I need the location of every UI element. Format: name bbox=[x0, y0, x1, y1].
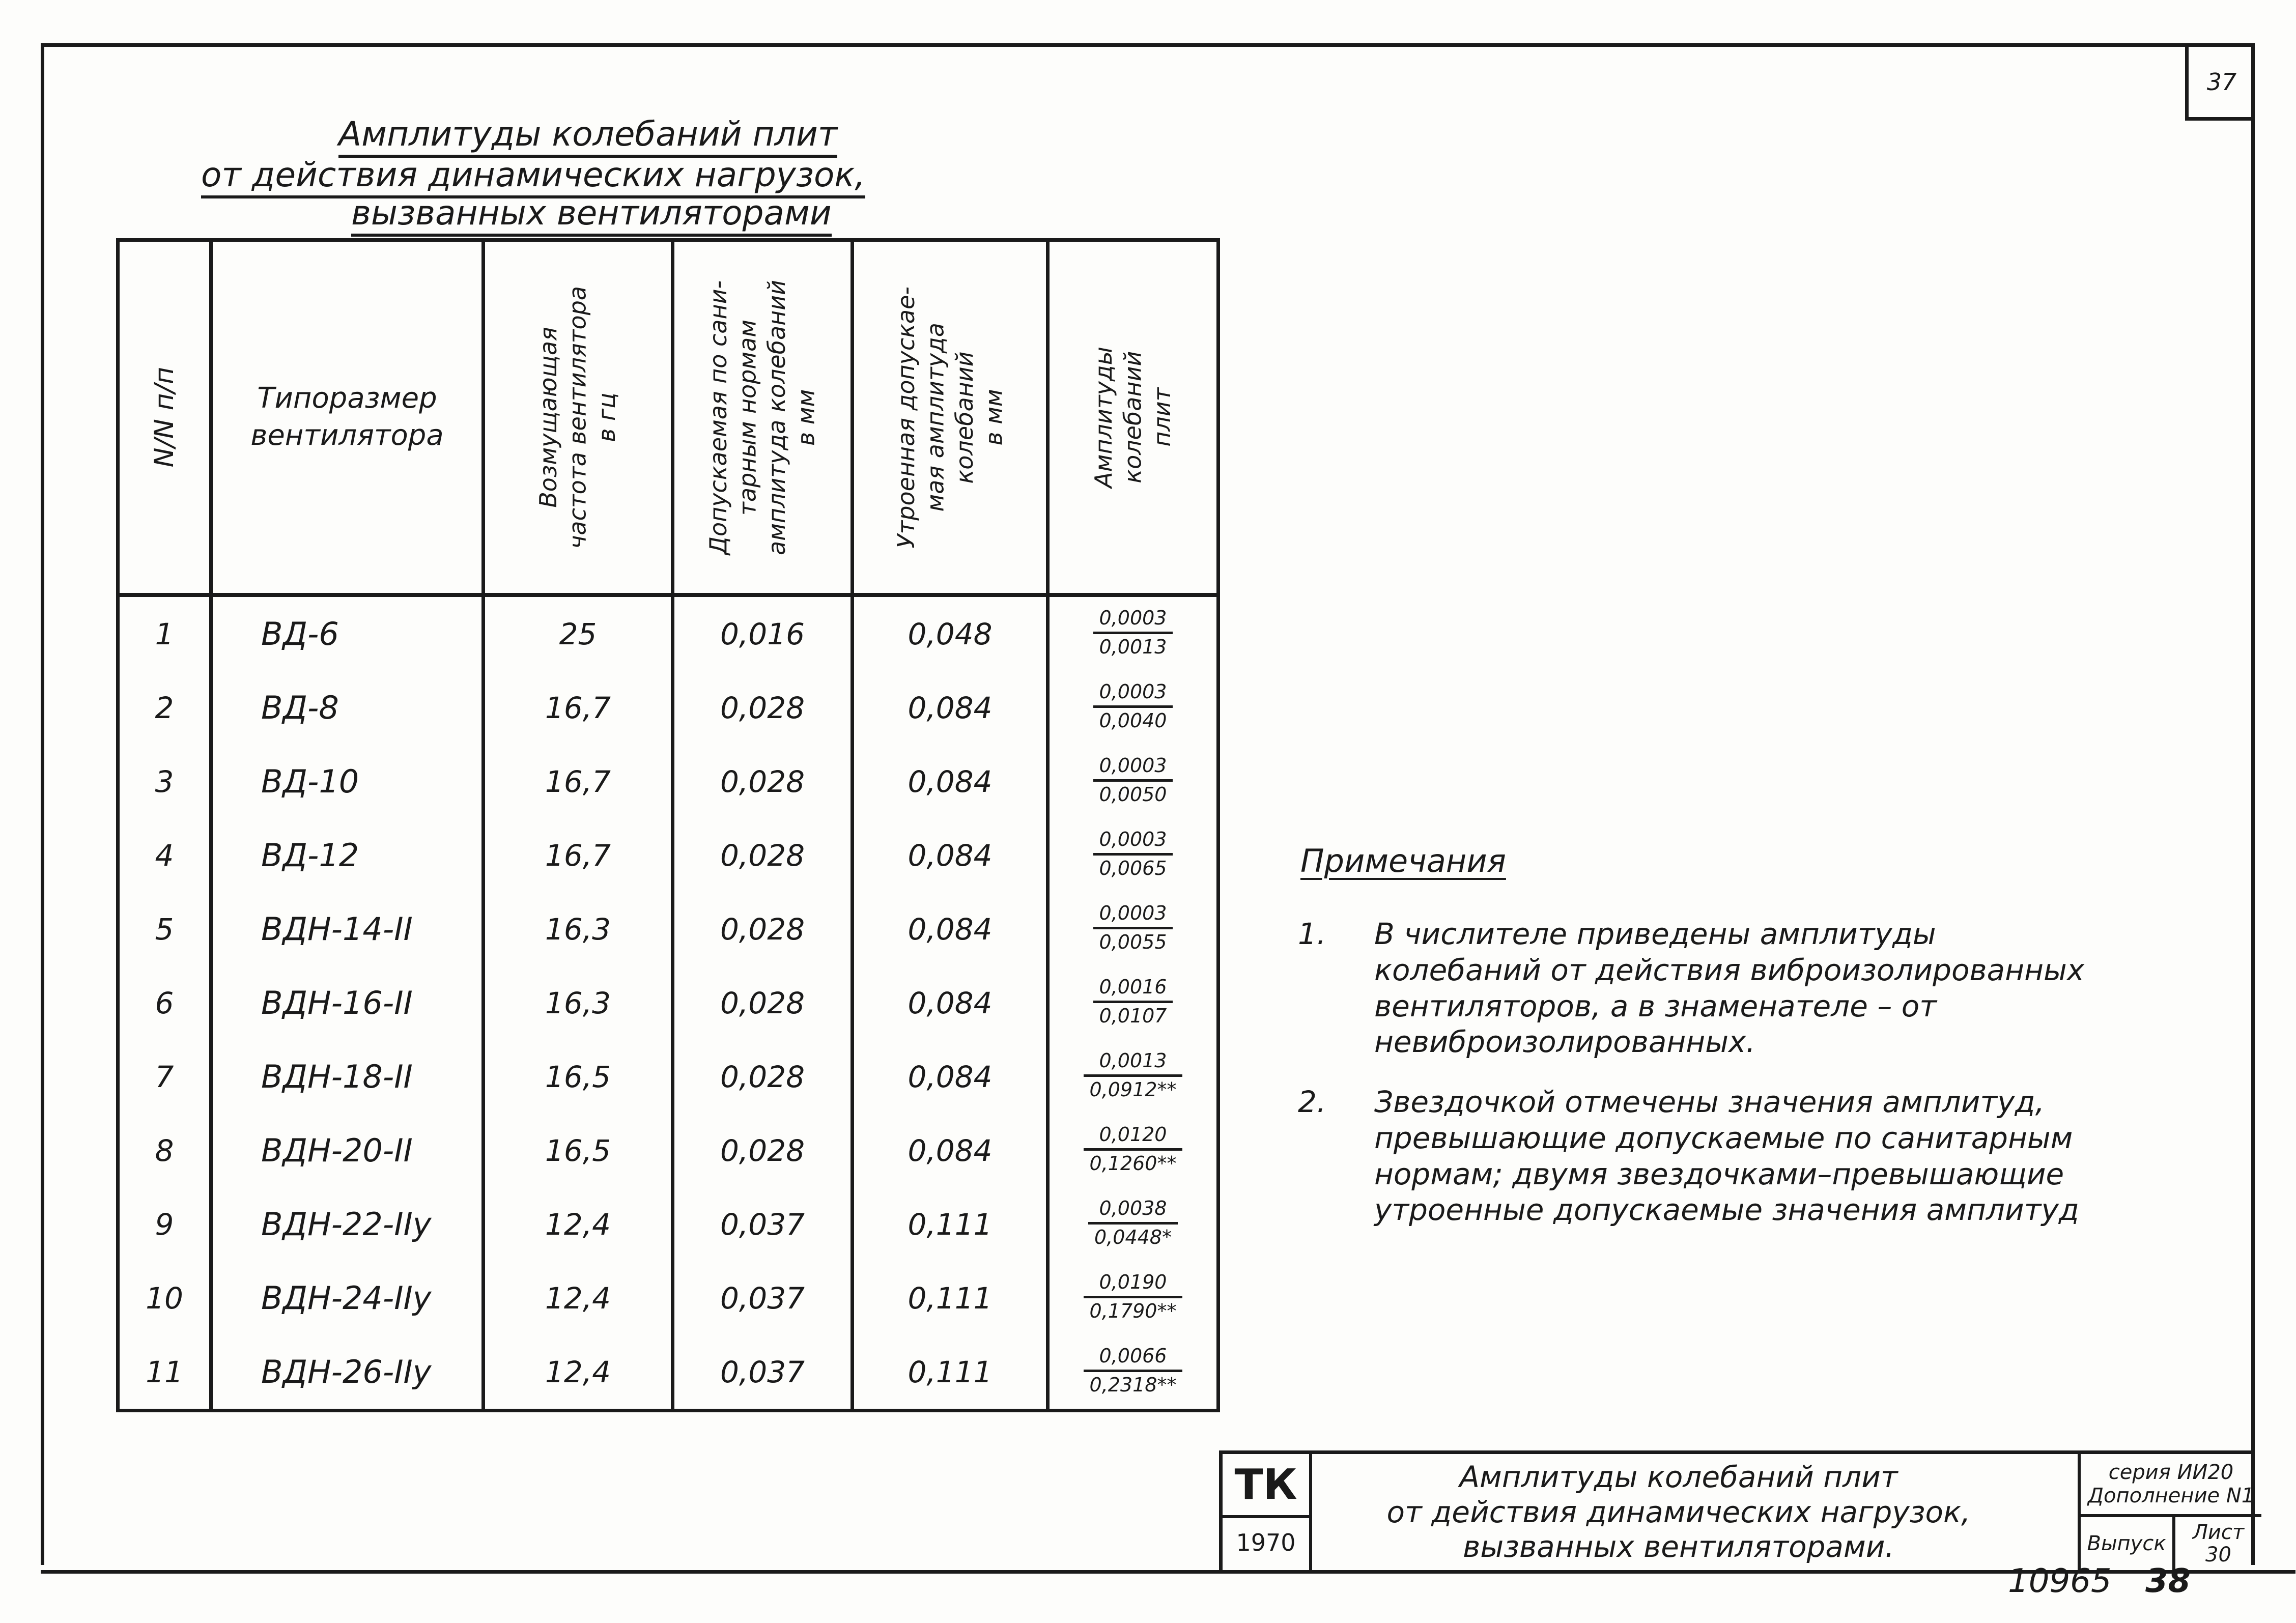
table-row bbox=[118, 1261, 1218, 1335]
row-number: 8 bbox=[118, 1114, 211, 1187]
note-2-number: 2. bbox=[1298, 1085, 1326, 1119]
table-row bbox=[118, 1040, 1218, 1114]
stamp-series: серия ИИ20 Дополнение N1 bbox=[2081, 1454, 2261, 1517]
header-type: Типоразмер вентилятора bbox=[211, 240, 484, 595]
frequency: 16,3 bbox=[484, 966, 673, 1040]
frequency: 16,3 bbox=[484, 892, 673, 966]
note-1 bbox=[1298, 916, 2097, 1060]
header-triple-amplitude: Утроенная допускае- мая амплитуда колебаний в мм bbox=[853, 240, 1048, 595]
amplitude-denominator: 0,0050 bbox=[1099, 783, 1167, 806]
note-2 bbox=[1298, 1084, 2189, 1228]
plate-amplitude bbox=[1048, 1335, 1218, 1411]
title-line-2: от действия динамических нагрузок, bbox=[201, 155, 865, 198]
amplitude-numerator: 0,0016 bbox=[1093, 976, 1173, 1003]
note-1-number: 1. bbox=[1298, 917, 1326, 951]
amplitude-denominator: 0,0448* bbox=[1094, 1226, 1172, 1248]
plate-amplitude bbox=[1048, 892, 1218, 966]
fan-type: ВДН-14-II bbox=[211, 892, 484, 966]
bottom-number-right: 38 bbox=[2145, 1562, 2191, 1600]
allowed-amplitude: 0,028 bbox=[673, 745, 853, 818]
amplitude-denominator: 0,0013 bbox=[1099, 635, 1167, 658]
header-frequency: Возмущающая частота вентилятора в гц bbox=[484, 240, 673, 595]
plate-amplitude bbox=[1048, 1114, 1218, 1187]
title-line-1: Амплитуды колебаний плит bbox=[338, 115, 837, 158]
stamp-issue-label: Выпуск bbox=[2081, 1517, 2175, 1570]
frequency: 16,7 bbox=[484, 745, 673, 818]
triple-amplitude: 0,048 bbox=[853, 595, 1048, 671]
triple-amplitude: 0,111 bbox=[853, 1187, 1048, 1261]
fan-type: ВДН-20-II bbox=[211, 1114, 484, 1187]
row-number: 4 bbox=[118, 818, 211, 892]
frequency: 16,5 bbox=[484, 1040, 673, 1114]
frame-bottom-line bbox=[41, 1570, 2295, 1574]
amplitude-numerator: 0,0003 bbox=[1093, 829, 1173, 856]
amplitude-fraction bbox=[1093, 902, 1173, 953]
row-number: 6 bbox=[118, 966, 211, 1040]
bottom-number-left: 10965 bbox=[2008, 1562, 2112, 1600]
allowed-amplitude: 0,028 bbox=[673, 966, 853, 1040]
amplitude-fraction bbox=[1093, 755, 1173, 806]
amplitude-numerator: 0,0013 bbox=[1084, 1050, 1183, 1077]
tk-mark: ТК bbox=[1223, 1454, 1312, 1518]
plate-amplitude bbox=[1048, 671, 1218, 745]
plate-amplitude bbox=[1048, 1261, 1218, 1335]
table-row bbox=[118, 671, 1218, 745]
fan-type: ВДН-22-IIу bbox=[211, 1187, 484, 1261]
header-allowed-amplitude: Допускаемая по сани- тарным нормам амплитуда колебаний в мм bbox=[673, 240, 853, 595]
notes-title: Примечания bbox=[1300, 842, 1506, 879]
row-number: 5 bbox=[118, 892, 211, 966]
triple-amplitude: 0,084 bbox=[853, 1114, 1048, 1187]
frequency: 12,4 bbox=[484, 1261, 673, 1335]
frequency: 16,7 bbox=[484, 671, 673, 745]
allowed-amplitude: 0,028 bbox=[673, 818, 853, 892]
amplitude-numerator: 0,0120 bbox=[1084, 1124, 1183, 1151]
plate-amplitude bbox=[1048, 818, 1218, 892]
table-row bbox=[118, 595, 1218, 671]
header-num: N/N п/п bbox=[118, 240, 211, 595]
plate-amplitude bbox=[1048, 1040, 1218, 1114]
allowed-amplitude: 0,028 bbox=[673, 1040, 853, 1114]
frequency: 12,4 bbox=[484, 1335, 673, 1411]
fan-type: ВДН-16-II bbox=[211, 966, 484, 1040]
allowed-amplitude: 0,028 bbox=[673, 892, 853, 966]
amplitude-table bbox=[116, 238, 1220, 1412]
amplitude-numerator: 0,0003 bbox=[1093, 755, 1173, 782]
amplitude-fraction bbox=[1093, 976, 1173, 1027]
fan-type: ВДН-24-IIу bbox=[211, 1261, 484, 1335]
amplitude-denominator: 0,0055 bbox=[1099, 930, 1167, 953]
table-body bbox=[118, 595, 1218, 1411]
amplitude-numerator: 0,0066 bbox=[1084, 1345, 1183, 1372]
row-number: 1 bbox=[118, 595, 211, 671]
amplitude-denominator: 0,0912** bbox=[1089, 1078, 1177, 1101]
amplitude-numerator: 0,0003 bbox=[1093, 902, 1173, 929]
triple-amplitude: 0,084 bbox=[853, 1040, 1048, 1114]
frequency: 25 bbox=[484, 595, 673, 671]
title-line-3: вызванных вентиляторами bbox=[351, 193, 832, 237]
stamp-sheet: Лист 30 bbox=[2192, 1521, 2245, 1567]
stamp-title: Амплитуды колебаний плит от действия динамических нагрузок, вызванных вентиляторами. bbox=[1386, 1460, 1971, 1564]
amplitude-fraction bbox=[1088, 1198, 1178, 1248]
frequency: 16,7 bbox=[484, 818, 673, 892]
triple-amplitude: 0,084 bbox=[853, 745, 1048, 818]
row-number: 2 bbox=[118, 671, 211, 745]
fan-type: ВД-6 bbox=[211, 595, 484, 671]
amplitude-fraction bbox=[1084, 1050, 1183, 1101]
sheet-number: 37 bbox=[2206, 68, 2237, 96]
amplitude-numerator: 0,0038 bbox=[1088, 1198, 1178, 1225]
triple-amplitude: 0,084 bbox=[853, 671, 1048, 745]
row-number: 9 bbox=[118, 1187, 211, 1261]
triple-amplitude: 0,111 bbox=[853, 1335, 1048, 1411]
frequency: 12,4 bbox=[484, 1187, 673, 1261]
amplitude-denominator: 0,1790** bbox=[1089, 1299, 1177, 1322]
allowed-amplitude: 0,037 bbox=[673, 1187, 853, 1261]
allowed-amplitude: 0,028 bbox=[673, 1114, 853, 1187]
plate-amplitude bbox=[1048, 1187, 1218, 1261]
fan-type: ВДН-26-IIу bbox=[211, 1335, 484, 1411]
amplitude-fraction bbox=[1093, 607, 1173, 658]
triple-amplitude: 0,084 bbox=[853, 818, 1048, 892]
row-number: 3 bbox=[118, 745, 211, 818]
stamp-year: 1970 bbox=[1223, 1515, 1312, 1570]
allowed-amplitude: 0,016 bbox=[673, 595, 853, 671]
plate-amplitude bbox=[1048, 745, 1218, 818]
table-row bbox=[118, 892, 1218, 966]
note-2-text: Звездочкой отмечены значения амплитуд, превышающие допускаемые по санитарным нормам; двумя звездочками–превышающие утроенные допускаемые значения амплитуд bbox=[1374, 1085, 2079, 1228]
amplitude-denominator: 0,2318** bbox=[1089, 1373, 1177, 1396]
title-block bbox=[1219, 1450, 2255, 1570]
sheet-number-box bbox=[2185, 47, 2255, 121]
fan-type: ВД-12 bbox=[211, 818, 484, 892]
table-row bbox=[118, 818, 1218, 892]
row-number: 11 bbox=[118, 1335, 211, 1411]
triple-amplitude: 0,084 bbox=[853, 966, 1048, 1040]
allowed-amplitude: 0,028 bbox=[673, 671, 853, 745]
stamp-right-block bbox=[2078, 1454, 2261, 1570]
fan-type: ВДН-18-II bbox=[211, 1040, 484, 1114]
note-1-text: В числителе приведены амплитуды колебаний от действия виброизолированных вентиляторов, а в знаменателе – от невиброизолированных. bbox=[1374, 917, 2085, 1060]
allowed-amplitude: 0,037 bbox=[673, 1261, 853, 1335]
fan-type: ВД-8 bbox=[211, 671, 484, 745]
amplitude-numerator: 0,0190 bbox=[1084, 1271, 1183, 1298]
amplitude-numerator: 0,0003 bbox=[1093, 681, 1173, 708]
amplitude-fraction bbox=[1084, 1345, 1183, 1396]
amplitude-fraction bbox=[1084, 1271, 1183, 1322]
table-row bbox=[118, 1335, 1218, 1411]
amplitude-denominator: 0,0107 bbox=[1099, 1004, 1167, 1027]
amplitude-fraction bbox=[1093, 829, 1173, 879]
row-number: 7 bbox=[118, 1040, 211, 1114]
table-row bbox=[118, 1114, 1218, 1187]
amplitude-fraction bbox=[1093, 681, 1173, 732]
amplitude-numerator: 0,0003 bbox=[1093, 607, 1173, 634]
plate-amplitude bbox=[1048, 966, 1218, 1040]
row-number: 10 bbox=[118, 1261, 211, 1335]
amplitude-denominator: 0,1260** bbox=[1089, 1152, 1177, 1175]
table-row bbox=[118, 966, 1218, 1040]
amplitude-denominator: 0,0065 bbox=[1099, 857, 1167, 879]
plate-amplitude bbox=[1048, 595, 1218, 671]
triple-amplitude: 0,084 bbox=[853, 892, 1048, 966]
table-row bbox=[118, 745, 1218, 818]
frequency: 16,5 bbox=[484, 1114, 673, 1187]
fan-type: ВД-10 bbox=[211, 745, 484, 818]
triple-amplitude: 0,111 bbox=[853, 1261, 1048, 1335]
amplitude-fraction bbox=[1084, 1124, 1183, 1175]
header-plate-amplitude: Амплитуды колебаний плит bbox=[1048, 240, 1218, 595]
table-row bbox=[118, 1187, 1218, 1261]
allowed-amplitude: 0,037 bbox=[673, 1335, 853, 1411]
amplitude-denominator: 0,0040 bbox=[1099, 709, 1167, 732]
